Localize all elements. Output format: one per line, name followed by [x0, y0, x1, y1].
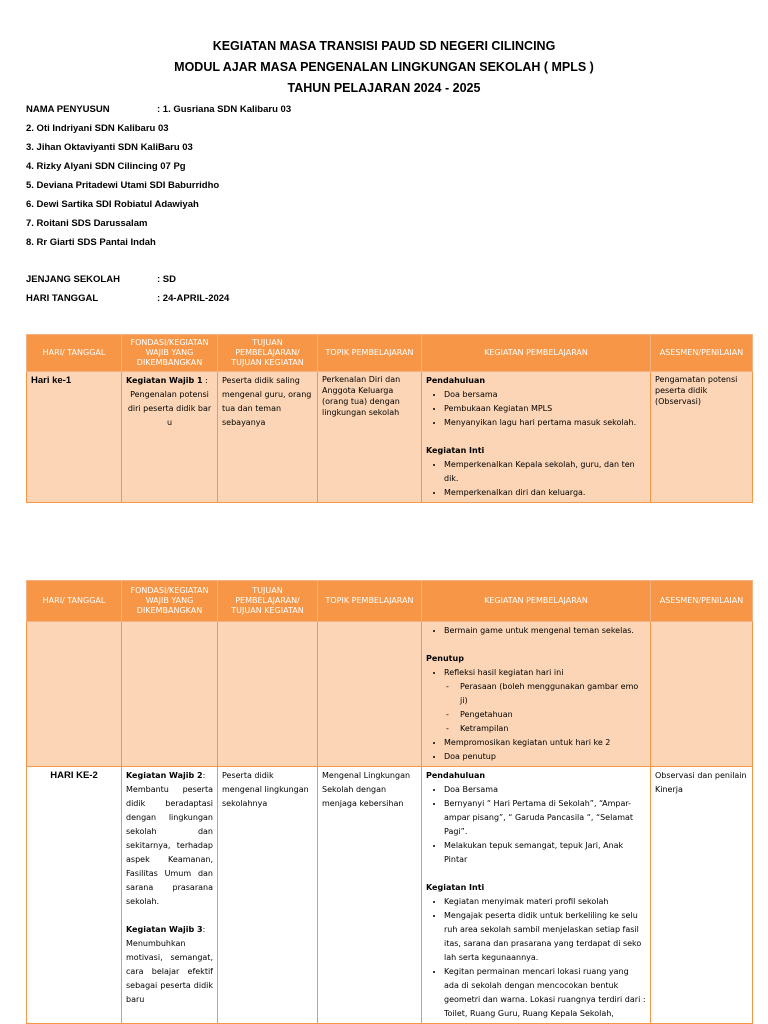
- kegiatan-cell: [422, 767, 651, 1024]
- topik-cell: Perkenalan Diri dan Anggota Keluarga (orang tua) dengan lingkungan sekolah: [318, 372, 422, 503]
- col-header-topik: TOPIK PEMBELAJARAN: [318, 335, 422, 372]
- table-row: [27, 372, 753, 503]
- table-header-row: [27, 581, 753, 622]
- list-item: - Perasaan (boleh menggunakan gambar emo ji): [460, 680, 646, 708]
- fondasi-cell: [122, 372, 218, 503]
- kegiatan-cell: [422, 372, 651, 503]
- spacer: [426, 430, 646, 444]
- list-item: • Kegiatan menyimak materi profil sekolah: [444, 895, 646, 909]
- list-item: • Doa Bersama: [444, 783, 646, 797]
- col-header-asesmen: ASESMEN/PENILAIAN: [651, 335, 753, 372]
- table-row: [27, 767, 753, 1024]
- spacer: [426, 867, 646, 881]
- wajib2-heading: Kegiatan Wajib 2:: [126, 771, 206, 780]
- document-header: [0, 36, 768, 99]
- list-item: • Kegitan permainan mencari lokasi ruang yang ada di sekolah dengan mencocokan bentuk geometri dan warna. Lokasi ruangnya terdiri dari : Toilet, Ruang Guru, Ruang Kepala Sekolah,: [444, 965, 646, 1021]
- list-item: • Doa bersama: [444, 388, 646, 402]
- hari-tanggal-label: HARI TANGGAL: [26, 293, 99, 304]
- col-header-hari: HARI/ TANGGAL: [27, 335, 122, 372]
- schedule-table-1: [26, 334, 753, 503]
- inti-list: [426, 895, 646, 1021]
- penutup-title: Penutup: [426, 654, 464, 663]
- tujuan-cell: [218, 622, 318, 767]
- penutup-list: [426, 666, 646, 764]
- fondasi-heading: [126, 374, 213, 388]
- day-cell: HARI KE-2: [27, 767, 122, 1024]
- day-cell: [27, 622, 122, 767]
- pendahuluan-list: [426, 388, 646, 430]
- list-item: • Pembukaan Kegiatan MPLS: [444, 402, 646, 416]
- penyusun-item: 3. Jihan Oktaviyanti SDN KaliBaru 03: [26, 142, 193, 153]
- penyusun-item: 8. Rr Giarti SDS Pantai Indah: [26, 237, 156, 248]
- asesmen-cell: [651, 622, 753, 767]
- title-line-3: TAHUN PELAJARAN 2024 - 2025: [287, 81, 481, 95]
- refleksi-sublist: [444, 680, 646, 736]
- pendahuluan-title: Pendahuluan: [426, 376, 486, 385]
- topik-cell: Mengenal Lingkungan Sekolah dengan menjaga kebersihan: [318, 767, 422, 1024]
- penyusun-first: : 1. Gusriana SDN Kalibaru 03: [157, 104, 292, 115]
- penyusun-item: 4. Rizky Alyani SDN Cilincing 07 Pg: [26, 161, 186, 172]
- inti-list-continued: [426, 624, 646, 638]
- hari-tanggal-row: [26, 293, 229, 304]
- list-item: • Memperkenalkan Kepala sekolah, guru, dan ten dik.: [444, 458, 646, 486]
- fondasi-separator: :: [202, 376, 208, 385]
- list-item: • Bernyanyi “ Hari Pertama di Sekolah”, “Ampar-ampar pisang”, “ Garuda Pancasila “, “Selamat Pagi”.: [444, 797, 646, 839]
- col-header-tujuan: TUJUAN PEMBELAJARAN/ TUJUAN KEGIATAN: [218, 581, 318, 622]
- title-line-2: MODUL AJAR MASA PENGENALAN LINGKUNGAN SEKOLAH ( MPLS ): [174, 60, 594, 74]
- kegiatan-cell: [422, 622, 651, 767]
- spacer: [126, 909, 213, 923]
- col-header-asesmen: ASESMEN/PENILAIAN: [651, 581, 753, 622]
- jenjang-value: : SD: [157, 274, 176, 285]
- wajib2-body: Membantu peserta didik beradaptasi dengan lingkungan sekolah dan sekitarnya, terhadap aspek Keamanan, Fasilitas Umum dan sarana prasarana sekolah.: [126, 785, 213, 906]
- col-header-topik: TOPIK PEMBELAJARAN: [318, 581, 422, 622]
- col-header-kegiatan: KEGIATAN PEMBELAJARAN: [422, 335, 651, 372]
- penyusun-item: 6. Dewi Sartika SDI Robiatul Adawiyah: [26, 199, 199, 210]
- pendahuluan-list: [426, 783, 646, 867]
- schedule-table-2: [26, 580, 753, 1024]
- hari-tanggal-value: : 24-APRIL-2024: [157, 293, 230, 304]
- pendahuluan-title: Pendahuluan: [426, 771, 486, 780]
- penyusun-row: [26, 104, 291, 115]
- list-item: - Ketrampilan: [460, 722, 646, 736]
- list-item: [444, 666, 646, 736]
- fondasi-body: Pengenalan potensi diri peserta didik bar u: [127, 390, 212, 427]
- jenjang-label: JENJANG SEKOLAH: [26, 274, 120, 285]
- list-item: • Bermain game untuk mengenal teman sekelas.: [444, 624, 646, 638]
- fondasi-title: Kegiatan Wajib 1: [126, 376, 203, 385]
- penyusun-item: 2. Oti Indriyani SDN Kalibaru 03: [26, 123, 169, 134]
- topik-cell: [318, 622, 422, 767]
- col-header-tujuan: TUJUAN PEMBELAJARAN/ TUJUAN KEGIATAN: [218, 335, 318, 372]
- table-header-row: [27, 335, 753, 372]
- title-line-1: KEGIATAN MASA TRANSISI PAUD SD NEGERI CILINCING: [212, 39, 556, 53]
- tujuan-cell: Peserta didik saling mengenal guru, orang tua dan teman sebayanya: [218, 372, 318, 503]
- penyusun-label: NAMA PENYUSUN: [26, 104, 110, 115]
- fondasi-cell: [122, 622, 218, 767]
- wajib2-title: Kegiatan Wajib 2: [126, 771, 203, 780]
- list-item: • Melakukan tepuk semangat, tepuk Jari, Anak Pintar: [444, 839, 646, 867]
- wajib3-title: Kegiatan Wajib 3: [126, 925, 203, 934]
- tujuan-cell: Peserta didik mengenal lingkungan sekolahnya: [218, 767, 318, 1024]
- inti-title: Kegiatan Inti: [426, 883, 485, 892]
- col-header-kegiatan: KEGIATAN PEMBELAJARAN: [422, 581, 651, 622]
- list-item: • Menyanyikan lagu hari pertama masuk sekolah.: [444, 416, 646, 430]
- wajib3-heading: Kegiatan Wajib 3:: [126, 925, 206, 934]
- asesmen-cell: Observasi dan penilain Kinerja: [651, 767, 753, 1024]
- wajib3-body: Menumbuhkan motivasi, semangat, cara belajar efektif sebagai peserta didik baru: [126, 939, 213, 1004]
- refleksi-text: Refleksi hasil kegiatan hari ini: [444, 668, 564, 677]
- list-item: • Doa penutup: [444, 750, 646, 764]
- inti-list: [426, 458, 646, 500]
- penyusun-item: 5. Deviana Pritadewi Utami SDI Baburridho: [26, 180, 220, 191]
- spacer: [426, 638, 646, 652]
- list-item: • Mengajak peserta didik untuk berkeliling ke selu ruh area sekolah sambil menjelaskan setiap fasil itas, sarana dan prasarana yang terdapat di seko lah serta kegunaannya.: [444, 909, 646, 965]
- list-item: - Pengetahuan: [460, 708, 646, 722]
- jenjang-row: [26, 274, 176, 285]
- inti-title: Kegiatan Inti: [426, 446, 485, 455]
- table-row: [27, 622, 753, 767]
- col-header-fondasi: FONDASI/KEGIATAN WAJIB YANG DIKEMBANGKAN: [122, 581, 218, 622]
- list-item: • Mempromosikan kegiatan untuk hari ke 2: [444, 736, 646, 750]
- list-item: • Memperkenalkan diri dan keluarga.: [444, 486, 646, 500]
- asesmen-cell: Pengamatan potensi peserta didik (Observasi): [651, 372, 753, 503]
- col-header-hari: HARI/ TANGGAL: [27, 581, 122, 622]
- fondasi-cell: [122, 767, 218, 1024]
- penyusun-item: 7. Roitani SDS Darussalam: [26, 218, 148, 229]
- day-cell: Hari ke-1: [27, 372, 122, 503]
- col-header-fondasi: FONDASI/KEGIATAN WAJIB YANG DIKEMBANGKAN: [122, 335, 218, 372]
